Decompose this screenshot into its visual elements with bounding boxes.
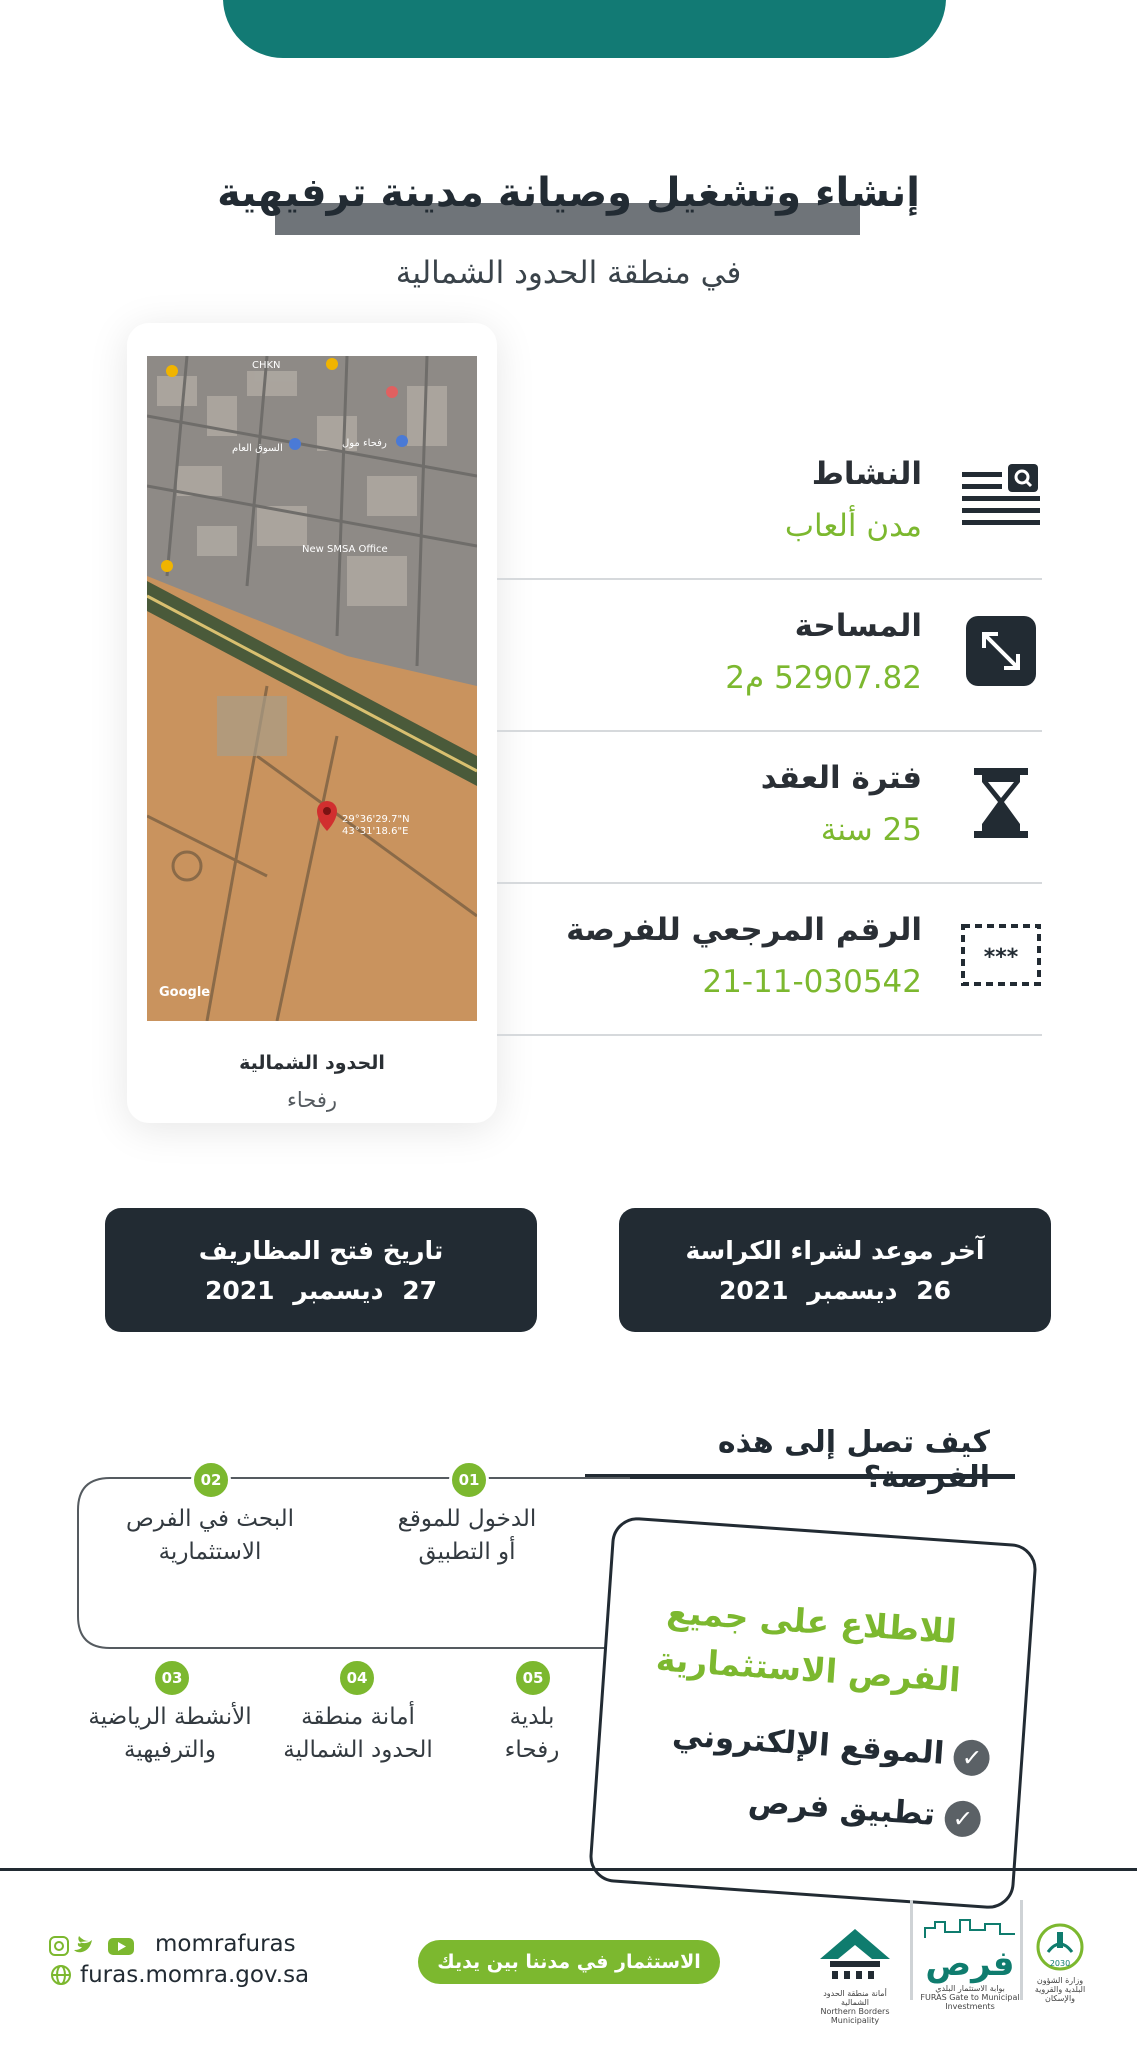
document-search-icon — [960, 458, 1042, 540]
furas-logo-caption: بوابة الاستثمار البلدي — [935, 1984, 1005, 1993]
step-badge-03: 03 — [152, 1658, 192, 1698]
how-to-reach-title: كيف تصل إلى هذه — [717, 1425, 990, 1460]
area-label: المساحة — [794, 608, 922, 644]
step-text-05: بلدية رفحاء — [504, 1704, 560, 1763]
map-city-label: رفحاء — [286, 1088, 337, 1112]
ministry-logo-year: 2030 — [1049, 1959, 1071, 1968]
map-label-3: رفحاء مول — [342, 438, 387, 449]
ministry-logo-text: وزارة الشؤون البلدية والقروية والإسكان — [1034, 1976, 1086, 2003]
slogan-badge: الاستثمار في مدننا بين يديك — [418, 1940, 720, 1984]
promo-app[interactable]: ✓تطبيق فرص — [747, 1784, 982, 1838]
furas-logo-caption-en: FURAS Gate to Municipal Investments — [920, 1993, 1020, 2011]
resize-arrows-icon — [960, 610, 1042, 692]
check-icon: ✓ — [953, 1738, 991, 1776]
reference-code-icon — [960, 914, 1042, 996]
step-badge-01: 01 — [449, 1460, 489, 1500]
booklet-deadline-box — [619, 1208, 1051, 1332]
promo-website[interactable]: ✓الموقع الإلكتروني — [671, 1717, 991, 1777]
page-title: إنشاء وتشغيل وصيانة مدينة ترفيهية — [217, 170, 920, 216]
footer-divider — [0, 1868, 1137, 1871]
satellite-map[interactable] — [147, 356, 477, 1021]
reference-value: 21-11-030542 — [702, 964, 922, 1000]
check-icon: ✓ — [944, 1799, 982, 1837]
step-text-01: الدخول للموقع أو التطبيق — [397, 1506, 537, 1565]
info-row-activity — [497, 428, 1042, 580]
step-text-02: البحث في الفرص الاستثمارية — [125, 1506, 295, 1565]
how-to-reach-underline — [585, 1474, 1015, 1479]
furas-logo — [920, 1918, 1020, 2011]
svg-text:***: *** — [983, 945, 1019, 970]
info-row-contract — [497, 732, 1042, 884]
info-row-area — [497, 580, 1042, 732]
reference-label: الرقم المرجعي للفرصة — [566, 912, 922, 948]
booklet-deadline-label: آخر موعد لشراء الكراسة — [685, 1236, 985, 1265]
envelopes-opening-value: 27 ديسمبر 2021 — [205, 1276, 437, 1305]
website-link[interactable]: furas.momra.gov.sa — [80, 1962, 310, 1988]
furas-logo-text: فرص — [925, 1944, 1015, 1984]
step-badge-05: 05 — [513, 1658, 553, 1698]
map-label-2: New SMSA Office — [302, 544, 388, 555]
top-banner — [223, 0, 946, 58]
promo-heading: للاطلاع على جميع الفرص الاستثمارية — [654, 1591, 962, 1700]
activity-value: مدن ألعاب — [784, 508, 922, 544]
logo-divider — [1020, 1900, 1023, 2000]
envelopes-opening-box — [105, 1208, 537, 1332]
ministry-logo — [1028, 1922, 1092, 2012]
envelopes-opening-label: تاريخ فتح المظاريف — [198, 1236, 444, 1265]
info-row-reference — [497, 884, 1042, 1036]
amana-logo-text: أمانة منطقة الحدود الشمالية — [823, 1989, 887, 2007]
social-icons — [48, 1934, 138, 1958]
area-value: 52907.82 م2 — [725, 660, 922, 696]
step-text-04: أمانة منطقة الحدود الشمالية — [283, 1704, 433, 1763]
map-region-label: الحدود الشمالية — [239, 1052, 385, 1074]
booklet-deadline-value: 26 ديسمبر 2021 — [719, 1276, 951, 1305]
amana-logo-text-en: Northern Borders Municipality — [820, 2007, 890, 2025]
promo-card — [588, 1516, 1038, 1911]
activity-label: النشاط — [811, 456, 922, 492]
hourglass-icon — [960, 762, 1042, 844]
logo-divider — [910, 1900, 913, 2000]
step-badge-02: 02 — [191, 1460, 231, 1500]
social-handle[interactable]: momrafuras — [155, 1931, 296, 1957]
map-label-4: السوق العام — [232, 443, 283, 454]
page-subtitle: في منطقة الحدود الشمالية — [395, 255, 742, 291]
step-badge-04: 04 — [337, 1658, 377, 1698]
step-text-03: الأنشطة الرياضية والترفيهية — [88, 1704, 252, 1763]
google-watermark: Google — [159, 985, 211, 1000]
map-coordinates-2: 43°31'18.6"E — [342, 826, 409, 837]
contract-period-value: 25 سنة — [820, 812, 922, 848]
contract-period-label: فترة العقد — [760, 760, 922, 796]
amana-logo — [810, 1925, 900, 2025]
map-coordinates-1: 29°36'29.7"N — [342, 814, 410, 825]
map-label-1: CHKN — [252, 360, 281, 371]
globe-icon — [50, 1964, 72, 1986]
